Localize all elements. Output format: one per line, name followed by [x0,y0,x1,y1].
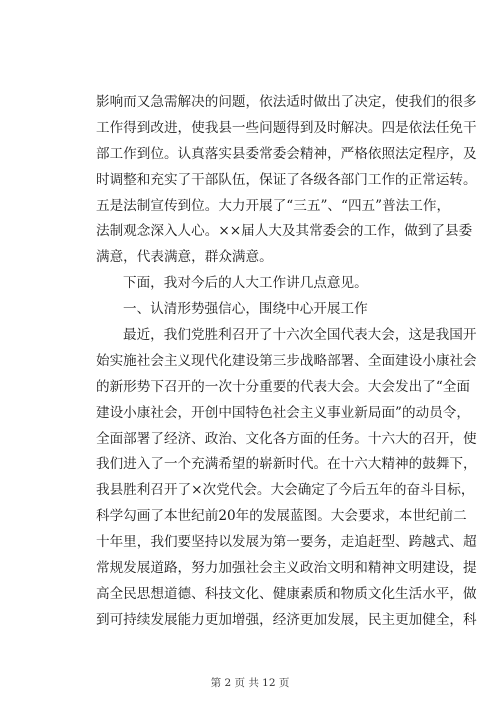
page-number-footer: 第 2 页 共 12 页 [210,677,290,689]
text-line: 高全民思想道德、科技文化、健康素质和物质文化生活水平，做 [96,585,477,602]
text-line: 的新形势下召开的一次十分重要的代表大会。大会发出了“全面 [96,378,470,395]
section-heading: 一、认清形势强信心，围绕中心开展工作 [123,301,368,318]
text-line: 满意，代表满意，群众满意。 [96,249,273,266]
text-line: 始实施社会主义现代化建设第三步战略部署、全面建设小康社会 [96,352,477,369]
text-line: 最近，我们党胜利召开了十六次全国代表大会，这是我国开 [123,327,477,344]
text-line: 我县胜利召开了×次党代会。大会确定了今后五年的奋斗目标， [96,482,475,499]
text-line: 到可持续发展能力更加增强，经济更加发展，民主更加健全，科 [96,611,477,628]
text-line: 五是法制宣传到位。大力开展了“三五”、“四五”普法工作， [96,197,451,214]
text-line: 十年里，我们要坚持以发展为第一要务，走追赶型、跨越式、超 [96,534,477,551]
text-line: 部工作到位。认真落实县委常委会精神，严格依照法定程序，及 [96,145,477,162]
text-line: 建设小康社会，开创中国特色社会主义事业新局面”的动员令， [96,404,470,421]
text-line: 时调整和充实了干部队伍，保证了各级各部门工作的正常运转。 [96,171,477,188]
text-line: 我们进入了一个充满希望的崭新时代。在十六大精神的鼓舞下， [96,456,477,473]
body-text [96,90,477,634]
text-line: 下面，我对今后的人大工作讲几点意见。 [123,275,368,292]
text-line: 科学勾画了本世纪前20年的发展蓝图。大会要求，本世纪前二 [96,508,467,525]
text-line: 工作得到改进，使我县一些问题得到及时解决。四是依法任免干 [96,119,477,136]
text-line: 影响而又急需解决的问题，依法适时做出了决定，使我们的很多 [96,94,477,110]
text-line: 全面部署了经济、政治、文化各方面的任务。十六大的召开，使 [96,430,477,447]
text-line: 常规发展道路，努力加强社会主义政治文明和精神文明建设，提 [96,560,477,577]
text-line: 法制观念深入人心。××届人大及其常委会的工作，做到了县委 [96,223,473,240]
